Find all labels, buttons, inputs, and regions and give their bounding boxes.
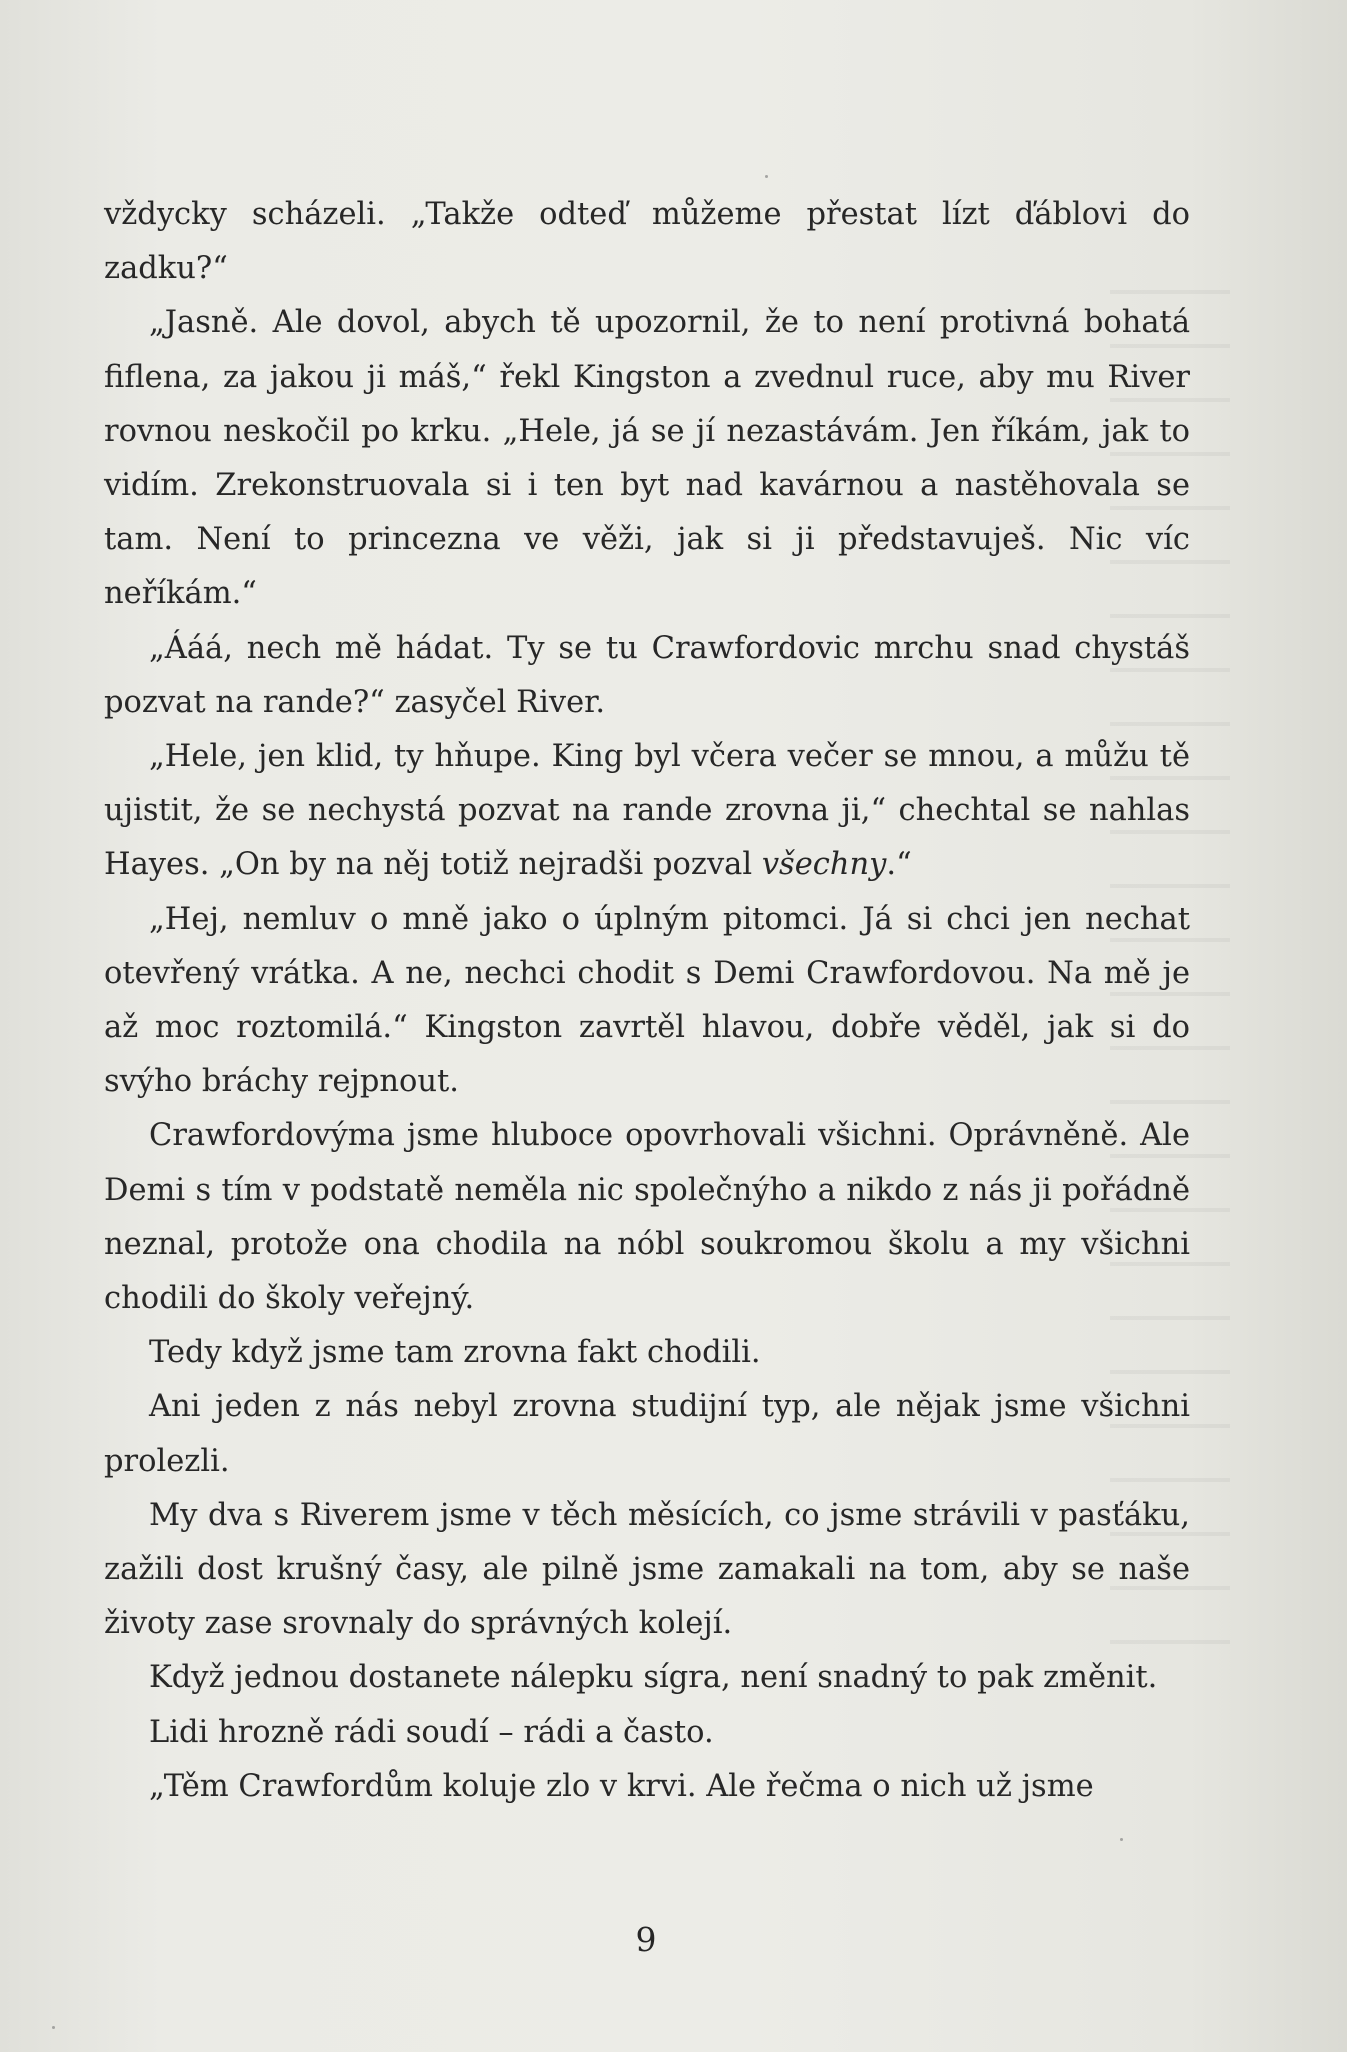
paragraph [104, 730, 1190, 893]
paragraph: Lidi hrozně rádi soudí – rádi a často. [149, 1714, 714, 1750]
paragraph-text: „Hele, jen klid, ty hňupe. King byl včera večer se mnou, a můžu tě ujistit, že se nechystá pozvat na rande zrovna ji,“ chechtal se nahlas Hayes. „On by na něj totiž nejradši pozval [104, 739, 1190, 883]
paragraph: Tedy když jsme tam zrovna fakt chodili. [149, 1335, 761, 1371]
paragraph: „Jasně. Ale dovol, abych tě upozornil, že to není protivná bohatá fiflena, za jakou ji máš,“ řekl Kingston a zvednul ruce, aby mu River rovnou neskočil po krku. „Hele, já se jí nezastávám. Jen říkám, jak to vidím. Zrekonstruovala si i ten byt nad kavárnou a nastěhovala se tam. Není to princezna ve věži, jak si ji představuješ. Nic víc neříkám.“ [104, 305, 1190, 612]
emphasized-word: všechny [761, 847, 887, 883]
paragraph: „Ááá, nech mě hádat. Ty se tu Crawfordovic mrchu snad chystáš pozvat na rande?“ zasyčel River. [104, 630, 1190, 720]
paragraph: Crawfordovýma jsme hluboce opovrhovali všichni. Oprávněně. Ale Demi s tím v podstatě neměla nic společnýho a nikdo z nás ji pořádně neznal, protože ona chodila na nóbl soukromou školu a my všichni chodili do školy veřejný. [104, 1118, 1190, 1317]
paragraph: Ani jeden z nás nebyl zrovna studijní typ, ale nějak jsme všichni prolezli. [104, 1389, 1190, 1479]
paper-speck [1120, 1838, 1123, 1841]
paragraph-text: .“ [886, 847, 912, 883]
paragraph: Když jednou dostanete nálepku sígra, není snadný to pak změnit. [149, 1660, 1158, 1696]
paragraph: vždycky scházeli. „Takže odteď můžeme přestat lízt ďáblovi do zadku?“ [104, 197, 1190, 287]
body-text [104, 188, 1190, 1814]
paper-speck [52, 2026, 55, 2029]
paragraph: „Hej, nemluv o mně jako o úplným pitomci. Já si chci jen nechat otevřený vrátka. A ne, nechci chodit s Demi Crawfordovou. Na mě je až moc roztomilá.“ Kingston zavrtěl hlavou, dobře věděl, jak si do svýho bráchy rejpnout. [104, 901, 1190, 1100]
paragraph: „Těm Crawfordům koluje zlo v krvi. Ale řečma o nich už jsme [149, 1768, 1094, 1804]
paragraph: My dva s Riverem jsme v těch měsících, co jsme strávili v pasťáku, zažili dost krušný časy, ale pilně jsme zamakali na tom, aby se naše životy zase srovnaly do správných kolejí. [104, 1497, 1190, 1642]
page-number: 9 [635, 1920, 657, 1959]
paper-speck [765, 175, 768, 178]
